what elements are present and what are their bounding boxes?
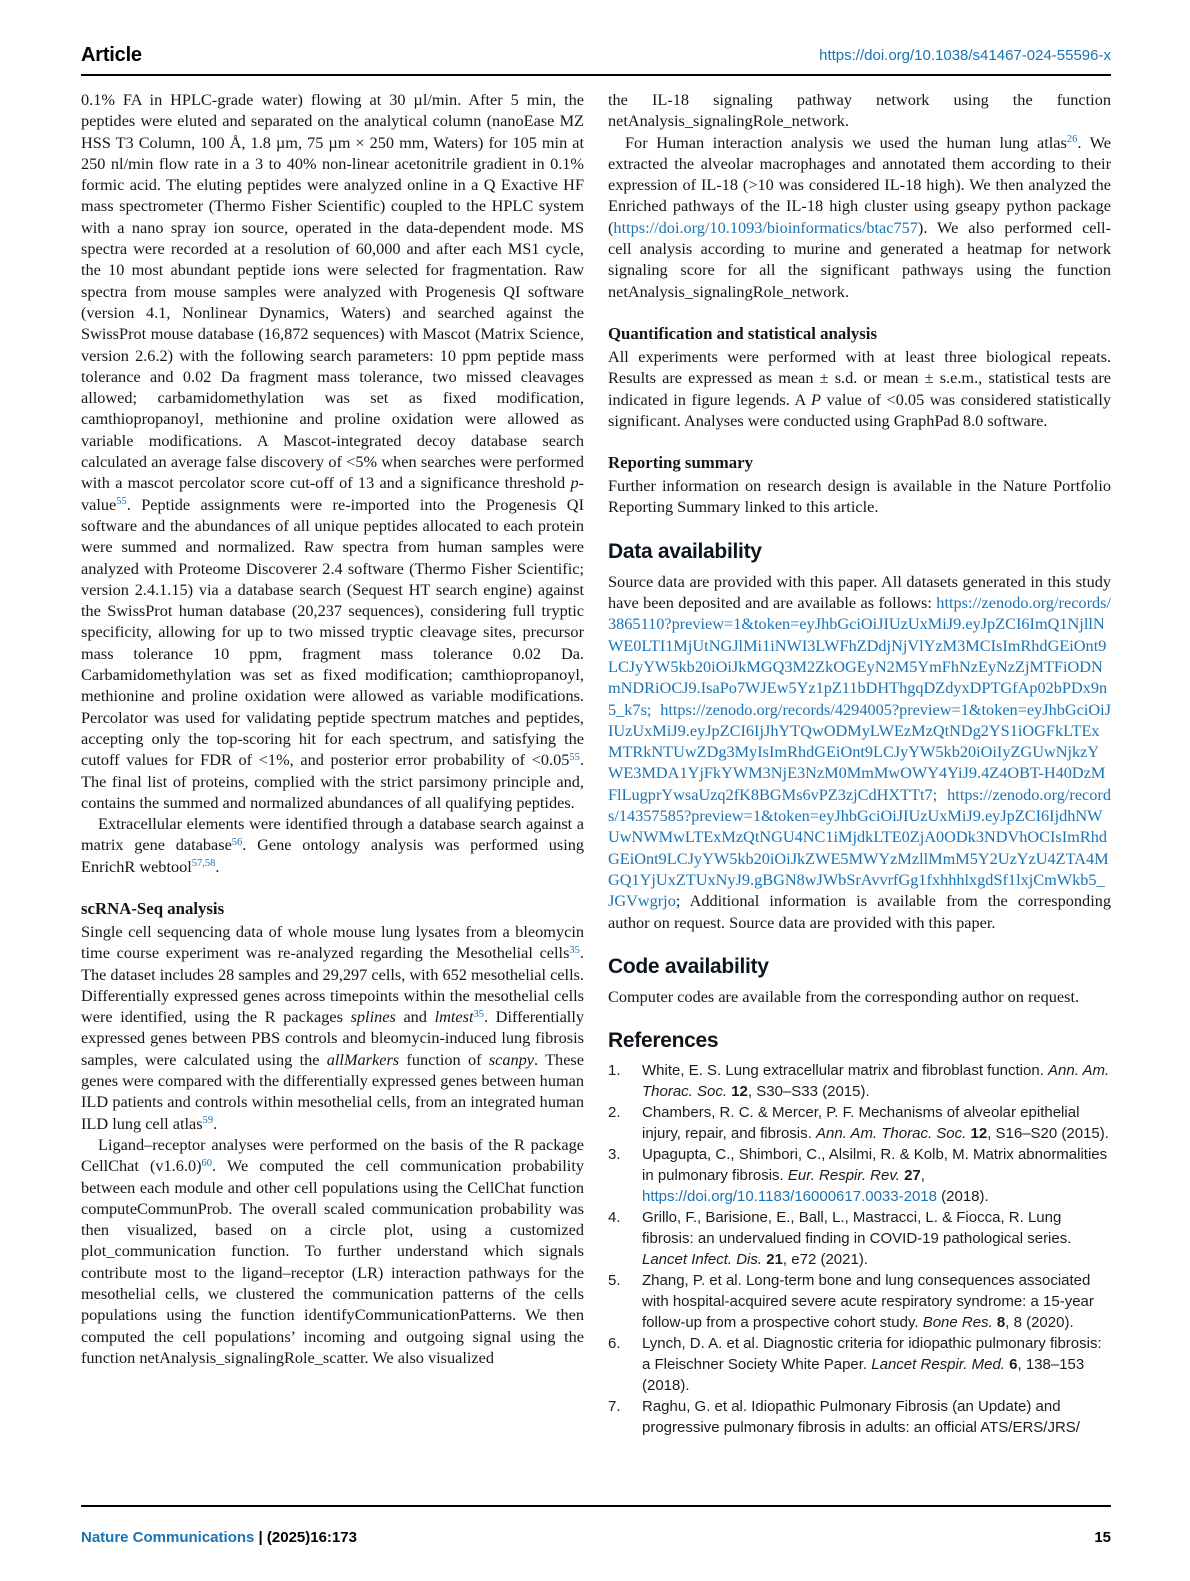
text-run: the IL-18 signaling pathway network using the function netAnalysis_signalingRole_network.: [608, 90, 1111, 131]
reference-text: [642, 1102, 1111, 1144]
text-run: Ligand–receptor analyses were performed on the basis of the R package CellChat (v1.6.0): [81, 1134, 584, 1176]
heading-data-availability: Data availability: [608, 539, 762, 563]
text-run: Extracellular elements were identified through a database search against a matrix gene database: [81, 814, 584, 855]
text-run: All experiments were performed with at least three biological repeats. Results are expressed as mean ± s.d. or mean ± s.e.m., statistical tests are indicated in figure legends. A: [608, 346, 1111, 409]
text-run: 21: [766, 1251, 783, 1269]
text-run: , S16–S20 (2015).: [987, 1125, 1109, 1143]
text-run: 12: [970, 1125, 988, 1143]
text-run: Source data are provided with this paper. All datasets generated in this study have been deposited and are available as follows:: [608, 571, 1111, 613]
text-run: P: [810, 389, 821, 409]
journal-name[interactable]: Nature Communications: [81, 1529, 255, 1546]
reference-item: [608, 1102, 1111, 1144]
text-run: (2018).: [936, 1188, 989, 1206]
text-run: Computer codes are available from the corresponding author on request.: [608, 986, 1080, 1006]
link[interactable]: 55: [116, 496, 127, 508]
journal-issue: | (2025)16:173: [254, 1529, 357, 1546]
text-run: . The final list of proteins, complied with the strict parsimony principle and, contains the summed and normalized abundances of all qualifying peptides.: [81, 750, 584, 812]
text-run: Lancet Respir. Med.: [871, 1356, 1005, 1374]
text-run: 0.1% FA in HPLC-grade water) flowing at 30 µl/min. After 5 min, the peptides were eluted and separated on the analytical column (nanoEase MZ HSS T3 Column, 100 Å, 1.8 µm, 75 µm × 250 mm, Waters) for 105 min at 250 nl/min flow rate in a 3 to 40% non-linear acetonitrile gradient in 0.1% formic acid. The eluting peptides were analyzed online in a Q Exactive HF mass spectrometer (Thermo Fisher Scientific) coupled to the HPLC system with a nano spray ion source, operated in the data-dependent mode. MS spectra were recorded at a resolution of 60,000 and after each MS1 cycle, the 10 most abundant peptide ions were selected for fragmentation. Raw spectra from mouse samples were analyzed with Progenesis QI software (version 4.1, Nonlinear Dynamics, Waters) and searched against the SwissProt mouse database (16,872 sequences) with Mascot (Matrix Science, version 2.6.2) with the following search parameters: 10 ppm peptide mass tolerance and 0.02 Da fragment mass tolerance, two missed cleavages allowed; carbamidomethylation was set as fixed modification, camthiopropanoyl, methionine and proline oxidation were allowed as variable modifications. A Mascot-integrated decoy database search calculated an average false discovery of <5% when searches were performed with a mascot percolator score cut-off of 13 and a significance threshold: [81, 90, 584, 493]
text-run: value: [81, 494, 117, 514]
reference-number: 6.: [608, 1335, 621, 1353]
doi-link[interactable]: https://doi.org/10.1038/s41467-024-55596-x: [819, 47, 1111, 64]
text-run: Upagupta, C., Shimbori, C., Alsilmi, R. & Kolb, M. Matrix abnormalities in pulmonary fibrosis.: [642, 1146, 1108, 1185]
article-type-label: Article: [81, 44, 142, 66]
page-number: 15: [1094, 1529, 1111, 1546]
text-run: . These genes were compared with the differentially expressed genes between human ILD patients and controls within mesothelial cells, from an integrated human ILD lung cell atlas: [81, 1049, 584, 1133]
left-column: [81, 89, 584, 1438]
reference-item: [608, 1270, 1111, 1333]
text-run: Zhang, P. et al. Long-term bone and lung consequences associated with hospital-acquired severe acute respiratory syndrome: a 15-year follow-up from a prospective cohort study.: [642, 1272, 1094, 1332]
text-run: Grillo, F., Barisione, E., Ball, L., Mastracci, L. & Fiocca, R. Lung fibrosis: an undervalued finding in COVID-19 pathological series.: [642, 1209, 1072, 1248]
text-run: scanpy: [488, 1049, 535, 1069]
reference-number: 3.: [608, 1146, 621, 1164]
paragraph-extracellular: [81, 813, 584, 877]
link[interactable]: ;: [646, 699, 661, 719]
text-run: Raghu, G. et al. Idiopathic Pulmonary Fibrosis (an Update) and progressive pulmonary fibrosis in adults: an official ATS/ERS/JRS/: [642, 1398, 1080, 1437]
paragraph-ligand-receptor: [81, 1134, 584, 1368]
header-rule: [81, 74, 1111, 76]
paragraph-methods-continued: [81, 89, 584, 813]
reference-item: [608, 1144, 1111, 1207]
text-run: value of <0.05 was considered statistically significant. Analyses were conducted using GraphPad 8.0 software.: [608, 389, 1111, 430]
paragraph-human-interaction: [608, 132, 1111, 302]
text-run: ). We also performed cell-cell analysis according to murine and generated a heatmap for network signaling score for all the significant pathways using the function netAnalysis_signalingRole_network.: [608, 217, 1111, 301]
link[interactable]: 60: [201, 1157, 213, 1169]
text-run: White, E. S. Lung extracellular matrix and fibroblast function.: [642, 1062, 1049, 1080]
reference-number: 4.: [608, 1209, 621, 1227]
heading-references: References: [608, 1029, 719, 1053]
link[interactable]: https://zenodo.org/records/3865110?preview=1&token=eyJhbGciOiJIUzUxMiJ9.eyJpZCI6ImQ1NjllNWE0LTI1MjUtNGJlMi1iNWI3LWFhZDdjNjVlYzM3MCIsImRhdGEiOnt9LCJyYW5kb20iOiJkMGQ3M2ZkOGEyN2M5YmFhNzEyNzZjMTFiODNmNDRiOCJ9.IsaPo7WJEw5Yz1pZ11bDHThgqDZdyxDPTGfAp02bPDx9n5_k7s: [608, 593, 1111, 719]
text-run: lmtest: [434, 1007, 474, 1027]
text-run: . Peptide assignments were re-imported into the Progenesis QI software and the abundances of all unique peptides allocated to each protein were summed and normalized. Raw spectra from human samples were analyzed with Proteome Discoverer 2.4 software (Thermo Fisher Scientific; version 2.4.1.15) via a database search (Sequest HT search engine) against the SwissProt human database (20,237 sequences), considering full tryptic specificity, allowing for up to two missed tryptic cleavage sites, precursor mass tolerance 10 ppm, fragment mass tolerance 0.02 Da. Carbamidomethylation was set as fixed modification; camthiopropanoyl, methionine and proline oxidation were allowed as variable modifications. Percolator was used for validating peptide spectrum matches and peptides, accepting only the top-scoring hit for each spectrum, and satisfying the cutoff values for FDR of <1%, and posterior error probability of <0.05: [81, 494, 584, 770]
text-run: Ann. Am. Thorac. Soc.: [815, 1125, 967, 1143]
text-run: 8: [996, 1314, 1006, 1332]
text-run: 27: [904, 1167, 921, 1185]
paragraph-code-availability: [608, 986, 1111, 1007]
link[interactable]: 26: [1066, 134, 1078, 146]
reference-list: [608, 1060, 1111, 1438]
text-run: . We computed the cell communication probability between each module and other cell populations using the CellChat function computeCommunProb. The overall scaled communication probability was then visualized, based on a circle plot, using a customized plot_communication function. To further understand which signals contribute most to the ligand–receptor (LR) interaction pathways for the mesothelial cells, we clustered the communication patterns of the cells populations using the function identifyCommunicationPatterns. We then computed the cell populations’ incoming and outgoing signal using the function netAnalysis_signalingRole_scatter. We also visualized: [81, 1156, 584, 1367]
reference-text: [642, 1270, 1111, 1333]
text-run: For Human interaction analysis we used the human lung atlas: [625, 132, 1067, 152]
text-run: . Differentially expressed genes between PBS controls and bleomycin-induced lung fibrosis samples, were calculated using the: [81, 1007, 584, 1069]
text-run: Lancet Infect. Dis.: [642, 1251, 763, 1269]
link[interactable]: https://doi.org/10.1093/bioinformatics/btac757: [613, 217, 918, 237]
text-run: .: [215, 856, 220, 876]
reference-number: 7.: [608, 1398, 621, 1416]
two-column-body: [81, 89, 1111, 1438]
link[interactable]: ;: [932, 784, 948, 804]
link[interactable]: https://zenodo.org/records/4294005?preview=1&token=eyJhbGciOiJIUzUxMiJ9.eyJpZCI6IjJhYTQwODMyLWEzMzQtNDg2YS1iOGFkLTExMTRkNTUwZDg3MyIsImRhdGEiOnt9LCJyYW5kb20iOiIyZGUwNjkzYWE3MDA1YjFkYWM3NjE3NzM0MmMwOWY4YiJ9.4Z4OBT-H40DzMFlLugprYwsaUzq2fK8BGMs6vPZ3zjCdHXTTt7: [608, 699, 1111, 804]
paragraph-scrna: [81, 921, 584, 1134]
reference-item: [608, 1060, 1111, 1102]
text-run: , S30–S33 (2015).: [747, 1083, 870, 1101]
text-run: Chambers, R. C. & Mercer, P. F. Mechanisms of alveolar epithelial injury, repair, and fibrosis.: [642, 1104, 1080, 1143]
heading-reporting-summary: Reporting summary: [608, 453, 753, 473]
text-run: function of: [399, 1049, 489, 1069]
reference-text: [642, 1144, 1111, 1207]
link[interactable]: 35: [569, 944, 580, 956]
text-run: Eur. Respir. Rev.: [787, 1167, 900, 1185]
journal-citation: [81, 1528, 357, 1548]
paragraph-quantification: [608, 346, 1111, 431]
text-run: . Gene ontology analysis was performed using EnrichR webtool: [81, 835, 585, 876]
page-header: [81, 0, 1111, 66]
page-footer: [81, 1528, 1111, 1548]
link[interactable]: https://doi.org/10.1183/16000617.0033-2018: [642, 1188, 937, 1206]
reference-text: [642, 1207, 1111, 1270]
reference-text: [642, 1333, 1111, 1396]
reference-item: [608, 1207, 1111, 1270]
text-run: , 8 (2020).: [1005, 1314, 1074, 1332]
heading-code-availability: Code availability: [608, 954, 769, 978]
text-run: , e72 (2021).: [782, 1251, 868, 1269]
paragraph-reporting-summary: [608, 475, 1111, 518]
text-run: and: [395, 1007, 435, 1027]
text-run: ,: [920, 1167, 925, 1185]
text-run: Lynch, D. A. et al. Diagnostic criteria for idiopathic pulmonary fibrosis: a Fleischner Society White Paper.: [642, 1335, 1102, 1374]
text-run: .: [213, 1113, 218, 1133]
reference-text: [642, 1060, 1111, 1102]
link[interactable]: 55: [569, 751, 580, 763]
reference-number: 2.: [608, 1104, 621, 1122]
text-run: Ann. Am. Thorac. Soc.: [642, 1062, 1110, 1101]
right-column: [608, 89, 1111, 1438]
link[interactable]: 56: [231, 836, 243, 848]
text-run: allMarkers: [326, 1049, 400, 1069]
link[interactable]: https://zenodo.org/records/14357585?preview=1&token=eyJhbGciOiJIUzUxMiJ9.eyJpZCI6IjdhNWUwNWMwLTExMzQtNGU4NC1iMjdkLTE0ZjA0ODk3NDVhOCIsImRhdGEiOnt9LCJyYW5kb20iOiJkZWE5MWYzMzllMmM5Y2UzYzU4ZTA4MGQ1YjUxZTUxNyJ9.gBGN8wJWbSrAvvrfGg1fxhhhlxgdSf1lxjCmWkb5_JGVwgrjo: [608, 784, 1111, 911]
reference-number: 1.: [608, 1062, 621, 1080]
link[interactable]: 59: [202, 1115, 214, 1127]
link[interactable]: 35: [473, 1008, 484, 1020]
paragraph-data-availability: [608, 571, 1111, 933]
paragraph-il18-network: [608, 89, 1111, 132]
text-run: p-: [570, 473, 584, 493]
text-run: ; Additional information is available from the corresponding author on request. Source data are provided with this paper.: [608, 891, 1111, 932]
text-run: 12: [731, 1083, 748, 1101]
text-run: Further information on research design is available in the Nature Portfolio Reporting Summary linked to this article.: [608, 476, 1111, 517]
text-run: Bone Res.: [922, 1314, 993, 1332]
reference-text: [642, 1396, 1111, 1438]
text-run: . We extracted the alveolar macrophages and annotated them according to their expression of IL-18 (>10 was considered IL-18 high). We then analyzed the Enriched pathways of the IL-18 high cluster using gseapy python package (: [608, 132, 1111, 237]
reference-item: [608, 1396, 1111, 1438]
text-run: 6: [1009, 1356, 1018, 1374]
text-run: . The dataset includes 28 samples and 29,297 cells, with 652 mesothelial cells. Differentially expressed genes across timepoints within the mesothelial cells were identified, using the R packages: [81, 943, 584, 1027]
reference-item: [608, 1333, 1111, 1396]
text-run: , 138–153 (2018).: [642, 1356, 1085, 1395]
heading-quantification: Quantification and statistical analysis: [608, 323, 877, 343]
text-run: Single cell sequencing data of whole mouse lung lysates from a bleomycin time course experiment was re-analyzed regarding the Mesothelial cells: [81, 921, 584, 963]
link[interactable]: 57,58: [191, 858, 216, 870]
footer-rule: [81, 1505, 1111, 1507]
text-run: splines: [350, 1007, 396, 1027]
reference-number: 5.: [608, 1272, 621, 1290]
heading-scrna-seq-analysis: scRNA-Seq analysis: [81, 898, 225, 918]
